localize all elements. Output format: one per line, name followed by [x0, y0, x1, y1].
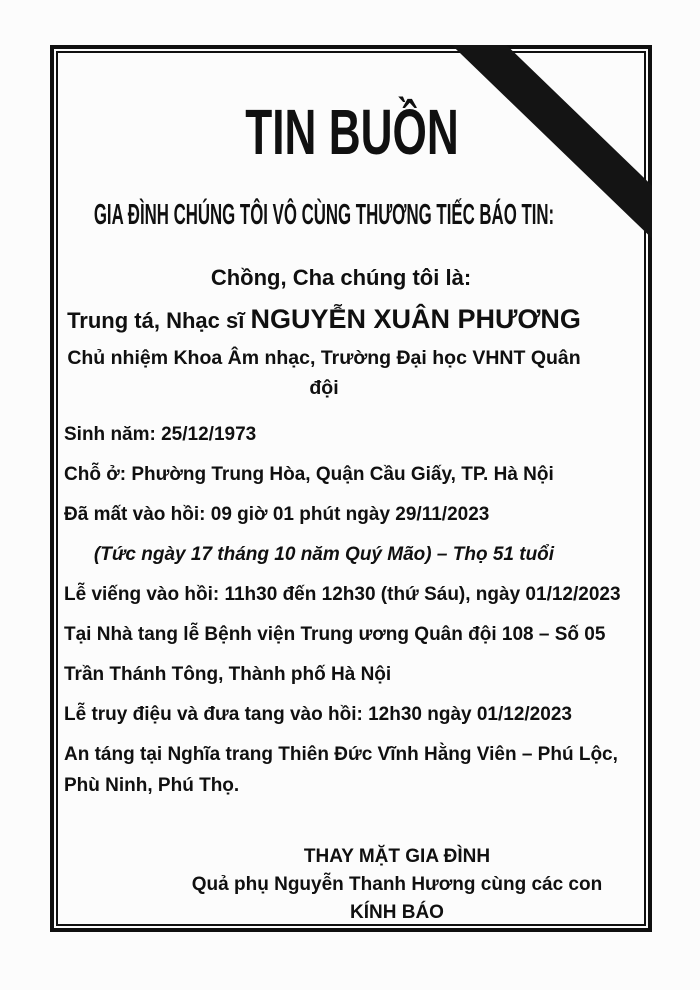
deceased-name-line	[64, 301, 640, 339]
page-title: TIN BUỒN	[245, 96, 459, 168]
burial-line-2: Phù Ninh, Phú Thọ.	[64, 775, 240, 796]
announcement-row	[64, 197, 640, 233]
position-line: Chủ nhiệm Khoa Âm nhạc, Trường Đại học VHNT Quân đội	[67, 347, 581, 399]
visitation-line: Lễ viếng vào hồi: 11h30 đến 12h30 (thứ Sáu), ngày 01/12/2023	[64, 584, 621, 605]
deceased-name: NGUYỄN XUÂN PHƯƠNG	[250, 304, 581, 334]
deceased-title-prefix: Trung tá, Nhạc sĩ	[67, 308, 245, 333]
footer-signature	[64, 843, 640, 927]
obituary-content	[64, 45, 640, 927]
burial-line-1: An táng tại Nghĩa trang Thiên Đức Vĩnh Hằng Viên – Phú Lộc,	[64, 744, 618, 765]
announcement-line: GIA ĐÌNH CHÚNG TÔI VÔ CÙNG THƯƠNG TIẾC BÁO TIN:	[93, 199, 555, 231]
obituary-frame	[50, 45, 652, 932]
death-line: Đã mất vào hồi: 09 giờ 01 phút ngày 29/11/2023	[64, 504, 490, 525]
footer-on-behalf: THAY MẶT GIA ĐÌNH	[303, 846, 491, 867]
lunar-date-line: (Tức ngày 17 tháng 10 năm Quý Mão) – Thọ 51 tuổi	[93, 544, 555, 565]
venue-line-1: Tại Nhà tang lễ Bệnh viện Trung ương Quân đội 108 – Số 05	[64, 624, 606, 645]
memorial-line: Lễ truy điệu và đưa tang vào hồi: 12h30 ngày 01/12/2023	[64, 704, 572, 725]
footer-family: Quả phụ Nguyễn Thanh Hương cùng các con	[191, 874, 603, 895]
footer-sign-off: KÍNH BÁO	[350, 902, 444, 923]
relation-line: Chồng, Cha chúng tôi là:	[210, 265, 472, 290]
residence-line: Chỗ ở: Phường Trung Hòa, Quận Cầu Giấy, TP. Hà Nội	[64, 464, 554, 485]
venue-line-2: Trần Thánh Tông, Thành phố Hà Nội	[64, 664, 392, 685]
birth-line: Sinh năm: 25/12/1973	[64, 424, 257, 445]
